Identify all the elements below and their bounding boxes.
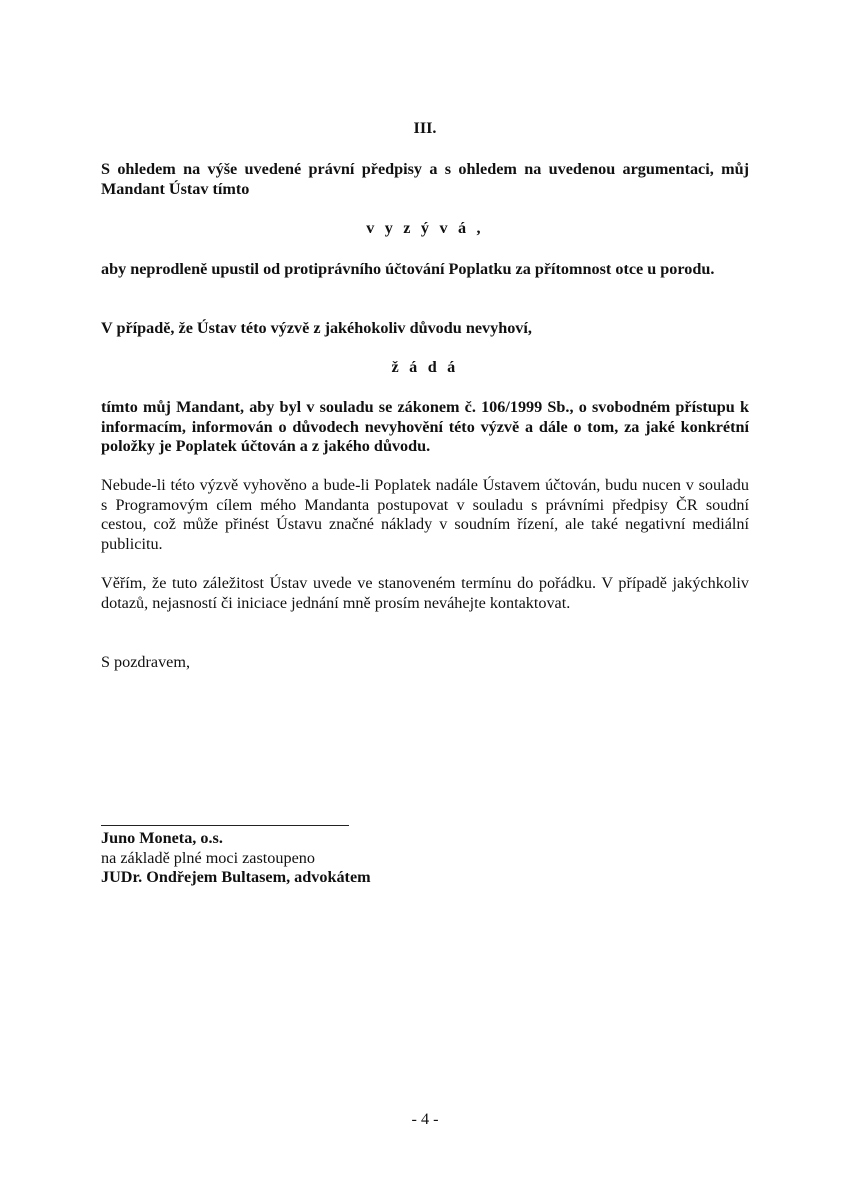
signature-representation-note: na základě plné moci zastoupeno [101,848,315,867]
signature-line [101,825,349,826]
page-number: - 4 - [411,1110,439,1128]
greeting: S pozdravem, [101,653,191,671]
section-heading: III. [413,119,437,137]
document-page [101,0,749,1200]
demand-verb-zada: ž á d á [391,358,459,376]
closing-paragraph: Věřím, že tuto záležitost Ústav uvede ve stanoveném termínu do pořádku. V případě jakýchkoliv dotazů, nejasností či iniciace jednání mně prosím neváhejte kontaktovat. [101,574,749,612]
demand-verb-vyzyva: v y z ý v á , [366,219,484,237]
signature-attorney: JUDr. Ondřejem Bultasem, advokátem [101,868,371,886]
signature-block [101,829,749,888]
demand-1-paragraph: aby neprodleně upustil od protiprávního účtování Poplatku za přítomnost otce u porodu. [101,260,715,278]
consequence-paragraph: Nebude-li této výzvě vyhověno a bude-li Poplatek nadále Ústavem účtován, budu nucen v souladu s Programovým cílem mého Mandanta postupovat v souladu s právními předpisy ČR soudní cestou, což může přinést Ústavu značné náklady v soudním řízení, ale také negativní mediální publicitu. [101,476,749,553]
intro-paragraph: S ohledem na výše uvedené právní předpisy a s ohledem na uvedenou argumentaci, můj Mandant Ústav tímto [101,160,749,198]
signature-organization: Juno Moneta, o.s. [101,829,223,847]
condition-paragraph: V případě, že Ústav této výzvě z jakéhokoliv důvodu nevyhoví, [101,319,532,337]
demand-2-paragraph: tímto můj Mandant, aby byl v souladu se zákonem č. 106/1999 Sb., o svobodném přístupu k informacím, informován o důvodech nevyhovění této výzvě a dále o tom, za jaké konkrétní položky je Poplatek účtován a z jakého důvodu. [101,398,749,455]
